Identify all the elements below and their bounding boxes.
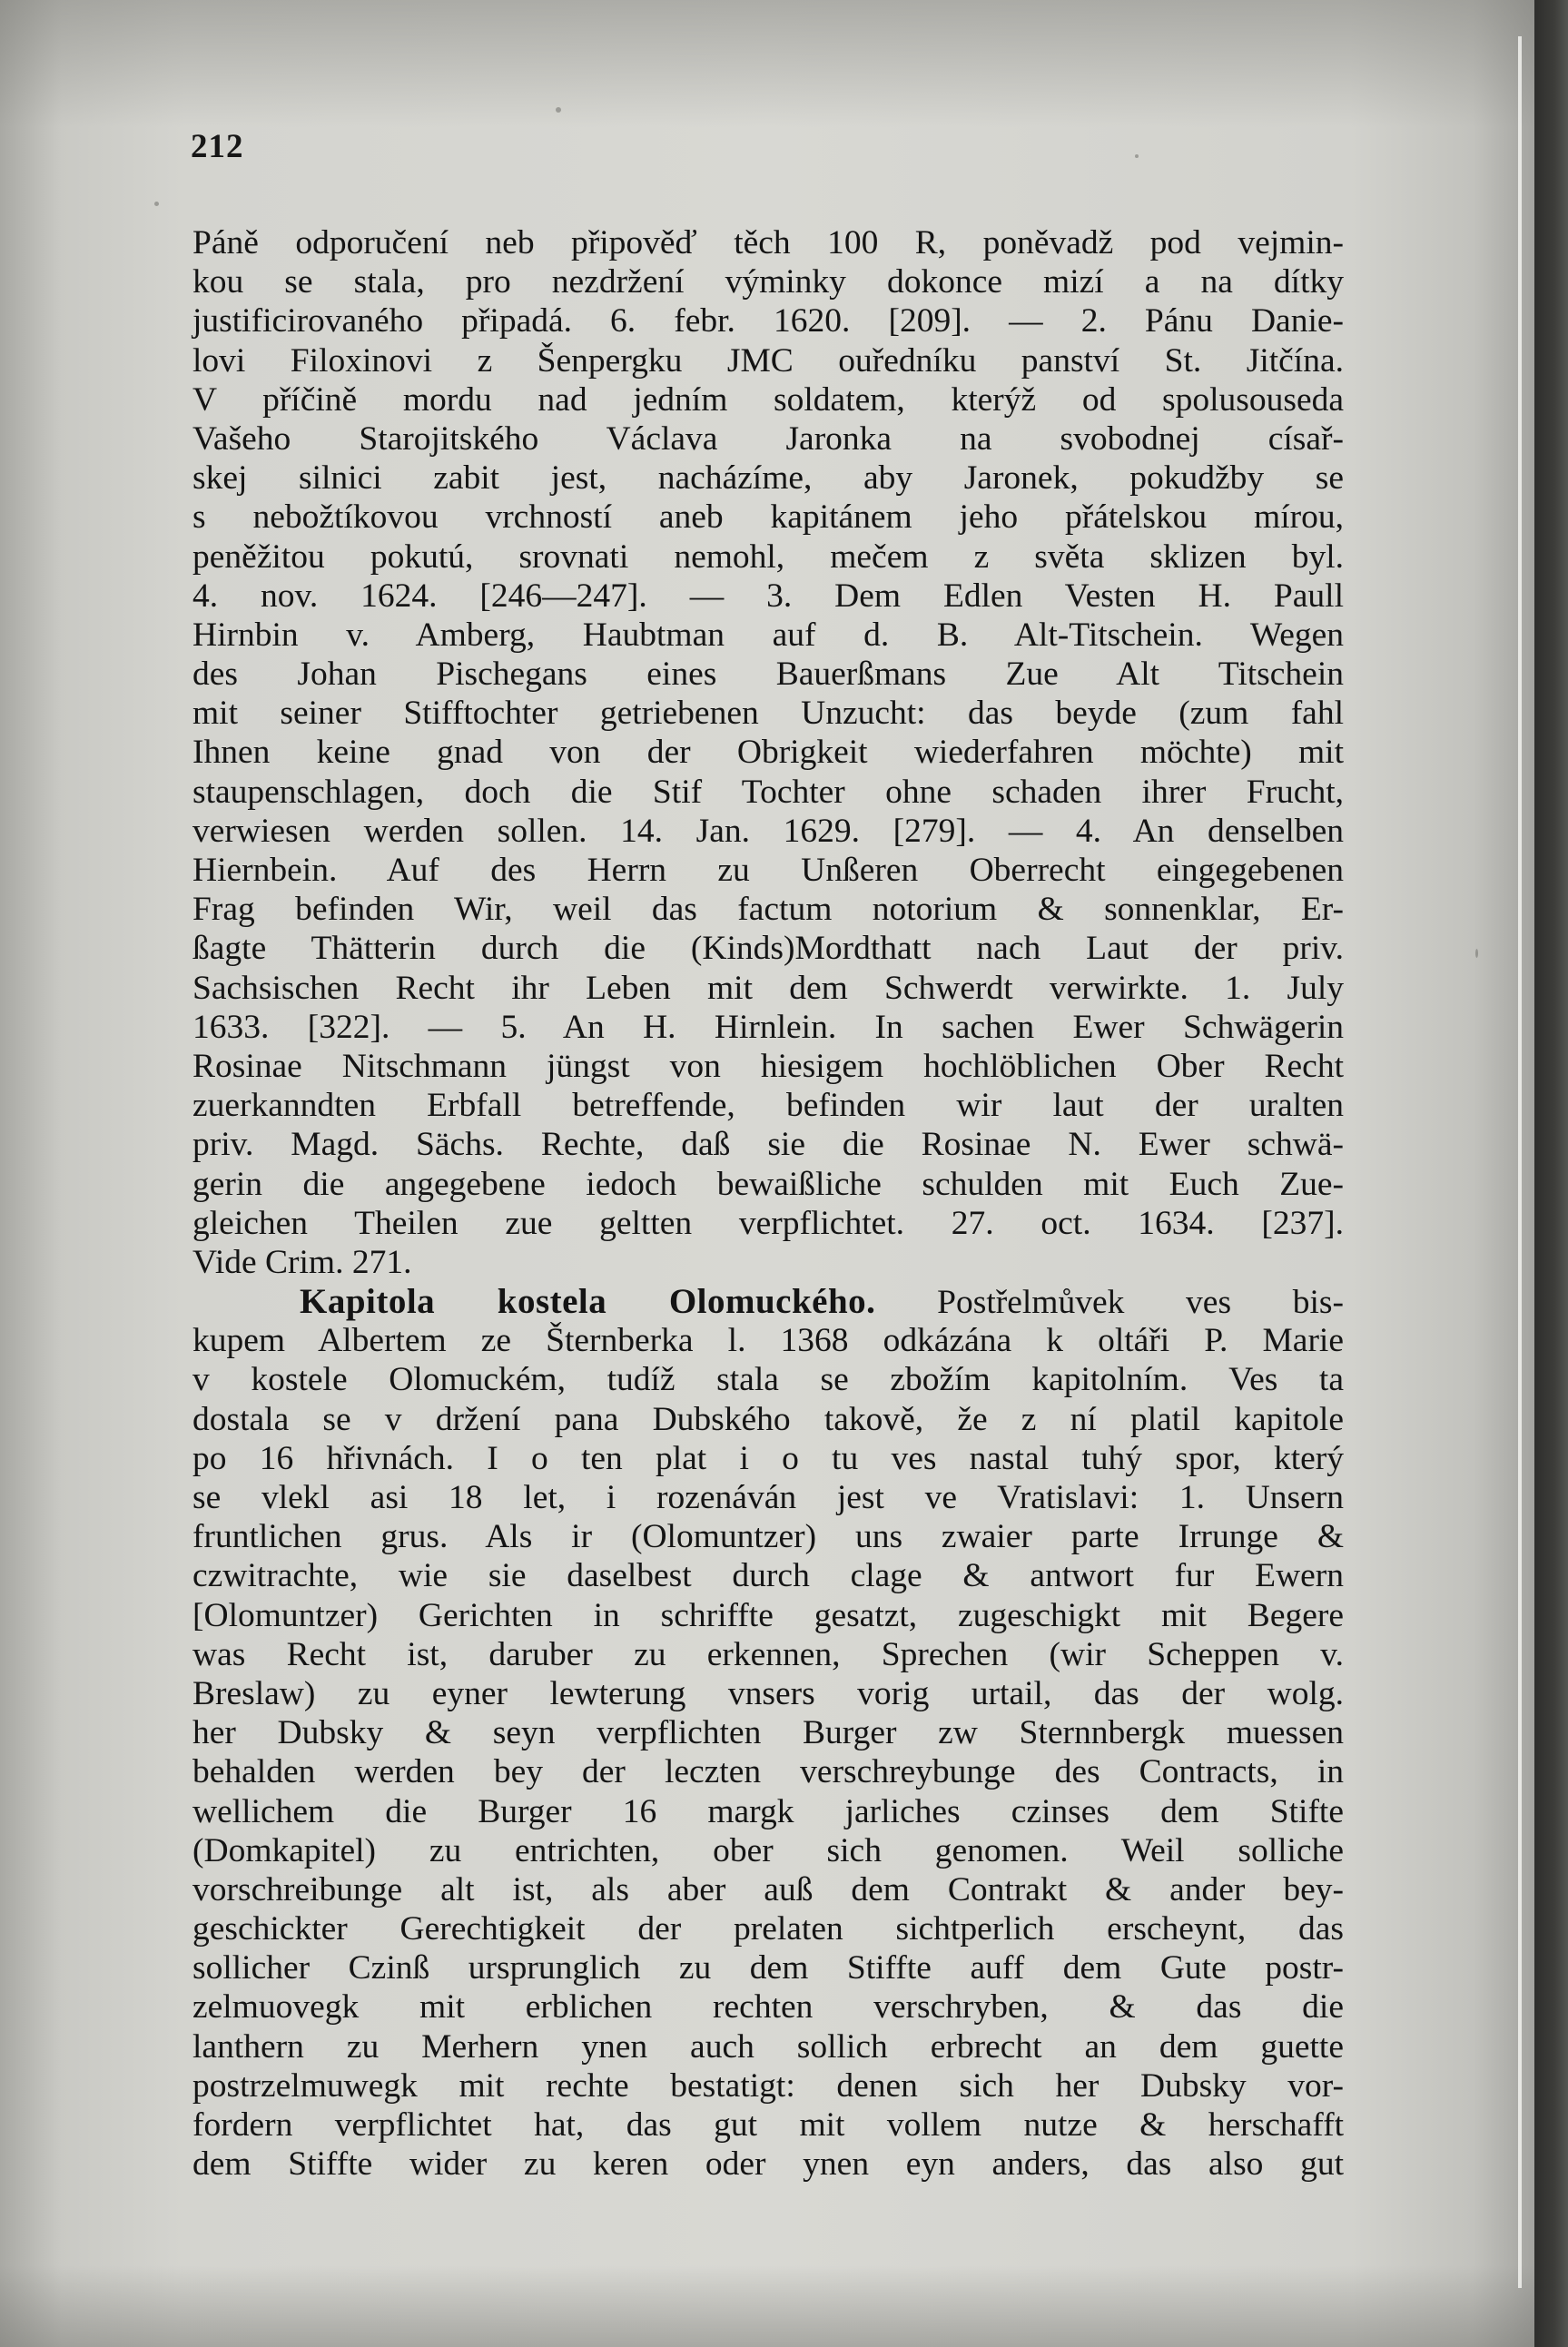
text-line: dostala se v držení pana Dubského takově, že z ní platil kapitole [192, 1400, 1344, 1438]
paper-speck [1475, 949, 1478, 958]
page-number: 212 [191, 128, 244, 165]
text-line: Hiernbein. Auf des Herrn zu Unßeren Oberrecht eingegebenen [192, 852, 1344, 889]
text-line: [Olomuntzer) Gerichten in schriffte gesatzt, zugeschigkt mit Begere [192, 1596, 1344, 1634]
text-line: gleichen Theilen zue geltten verpflichtet. 27. oct. 1634. [237]. [192, 1204, 1344, 1242]
paper-speck [1135, 154, 1139, 158]
text-line: 1633. [322]. — 5. An H. Hirnlein. In sachen Ewer Schwägerin [192, 1008, 1344, 1046]
text-line: lanthern zu Merhern ynen auch sollich erbrecht an dem guette [192, 2027, 1344, 2066]
text-line: Rosinae Nitschmann jüngst von hiesigem hochlöblichen Ober Recht [192, 1047, 1344, 1085]
text-line: skej silnici zabit jest, nacházíme, aby Jaronek, pokudžby se [192, 459, 1344, 498]
text-line: des Johan Pischegans eines Bauerßmans Zue Alt Titschein [192, 656, 1344, 694]
section-heading: Kapitola kostela Olomuckého. [300, 1282, 876, 1322]
text-line: Hirnbin v. Amberg, Haubtman auf d. B. Alt-Titschein. Wegen [192, 616, 1344, 654]
section-heading-line [192, 1282, 1344, 1321]
paragraph-kapitola [192, 1321, 1344, 2184]
text-line: staupenschlagen, doch die Stif Tochter ohne schaden ihrer Frucht, [192, 773, 1344, 811]
text-line: postrzelmuwegk mit rechte bestatigt: denen sich her Dubsky vor- [192, 2066, 1344, 2105]
text-line: vorschreibunge alt ist, als aber auß dem Contrakt & ander bey- [192, 1870, 1344, 1908]
paper-speck [154, 202, 159, 206]
text-line: justificirovaného připadá. 6. febr. 1620. [209]. — 2. Pánu Danie- [192, 302, 1344, 340]
page-edge-highlight [1518, 36, 1522, 2288]
text-line: dem Stiffte wider zu keren oder ynen eyn anders, das also gut [192, 2145, 1344, 2184]
text-line: was Recht ist, daruber zu erkennen, Sprechen (wir Scheppen v. [192, 1635, 1344, 1673]
text-line: geschickter Gerechtigkeit der prelaten sichtperlich erscheynt, das [192, 1910, 1344, 1948]
text-line: kupem Albertem ze Šternberka l. 1368 odkázána k oltáři P. Marie [192, 1322, 1344, 1360]
text-line: lovi Filoxinovi z Šenpergku JMC ouředníku panství St. Jitčína. [192, 341, 1344, 380]
text-line: 4. nov. 1624. [246—247]. — 3. Dem Edlen Vesten H. Paull [192, 577, 1344, 615]
text-line: ßagte Thätterin durch die (Kinds)Mordthatt nach Laut der priv. [192, 930, 1344, 968]
text-line: Vide Crim. 271. [192, 1243, 412, 1281]
paper-speck [556, 107, 561, 113]
text-line: zuerkanndten Erbfall betreffende, befinden wir laut der uralten [192, 1087, 1344, 1125]
text-line: s nebožtíkovou vrchností aneb kapitánem jeho přátelskou mírou, [192, 498, 1344, 537]
text-line: se vlekl asi 18 let, i rozenáván jest ve Vratislavi: 1. Unsern [192, 1479, 1344, 1516]
text-line: fruntlichen grus. Als ir (Olomuntzer) uns zwaier parte Irrunge & [192, 1518, 1344, 1556]
text-line: v kostele Olomuckém, tudíž stala se zbožím kapitolním. Ves ta [192, 1361, 1344, 1399]
binding-edge [1534, 0, 1568, 2347]
text-line: verwiesen werden sollen. 14. Jan. 1629. [279]. — 4. An denselben [192, 812, 1344, 850]
text-line: gerin die angegebene iedoch bewaißliche schulden mit Euch Zue- [192, 1165, 1344, 1203]
text-line: sollicher Czinß ursprunglich zu dem Stiffte auff dem Gute postr- [192, 1949, 1344, 1987]
text-line: Sachsischen Recht ihr Leben mit dem Schwerdt verwirkte. 1. July [192, 969, 1344, 1007]
text-line: behalden werden bey der leczten verschreybunge des Contracts, in [192, 1753, 1344, 1791]
body-text [192, 223, 1344, 2184]
text-line: fordern verpflichtet hat, das gut mit vollem nutze & herschafft [192, 2106, 1344, 2144]
text-line: po 16 hřivnách. I o ten plat i o tu ves nastal tuhý spor, který [192, 1439, 1344, 1477]
text-line: Frag befinden Wir, weil das factum notorium & sonnenklar, Er- [192, 891, 1344, 929]
text-line: Breslaw) zu eyner lewterung vnsers vorig urtail, das der wolg. [192, 1674, 1344, 1712]
text-line: (Domkapitel) zu entrichten, ober sich genomen. Weil solliche [192, 1831, 1344, 1869]
text-line: mit seiner Stifftochter getriebenen Unzucht: das beyde (zum fahl [192, 695, 1344, 733]
heading-line-text: Postřelmůvek ves bis- [937, 1284, 1344, 1322]
text-line: czwitrachte, wie sie daselbest durch clage & antwort fur Ewern [192, 1557, 1344, 1595]
text-line: wellichem die Burger 16 margk jarliches czinses dem Stifte [192, 1792, 1344, 1830]
text-line: V příčině mordu nad jedním soldatem, kterýž od spolusouseda [192, 380, 1344, 419]
paragraph-decisions [192, 223, 1344, 1282]
text-line: zelmuovegk mit erblichen rechten verschryben, & das die [192, 1988, 1344, 2027]
text-line: Páně odporučení neb připověď těch 100 R, poněvadž pod vejmin- [192, 224, 1344, 261]
text-line: peněžitou pokutú, srovnati nemohl, mečem z světa sklizen byl. [192, 537, 1344, 576]
text-line: her Dubsky & seyn verpflichten Burger zw Sternnbergk muessen [192, 1714, 1344, 1752]
text-line: kou se stala, pro nezdržení výminky dokonce mizí a na dítky [192, 263, 1344, 301]
text-line: Ihnen keine gnad von der Obrigkeit wiederfahren möchte) mit [192, 734, 1344, 772]
text-line: Vašeho Starojitského Václava Jaronka na svobodnej císař- [192, 419, 1344, 458]
text-line: priv. Magd. Sächs. Rechte, daß sie die Rosinae N. Ewer schwä- [192, 1126, 1344, 1164]
